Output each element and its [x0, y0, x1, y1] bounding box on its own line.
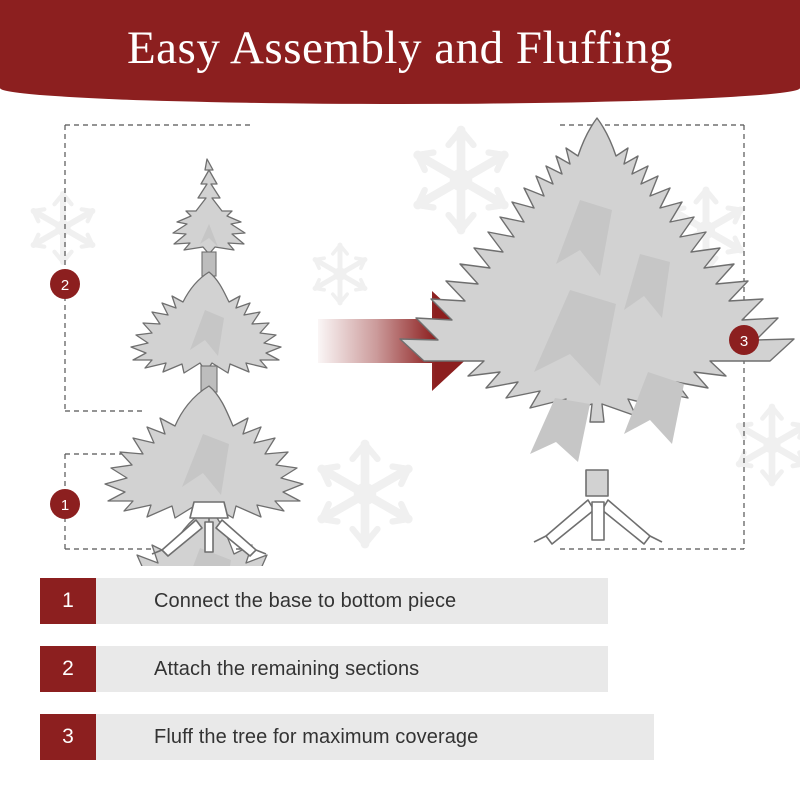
svg-text:2: 2	[60, 277, 70, 294]
legend-item-3	[40, 714, 760, 760]
legend-text-1: Connect the base to bottom piece	[96, 578, 608, 624]
legend-number-1: 1	[40, 578, 96, 624]
marker-1	[50, 489, 80, 519]
assembly-diagram	[0, 104, 800, 566]
svg-text:1: 1	[60, 497, 70, 514]
page-title: Easy Assembly and Fluffing	[126, 21, 674, 74]
legend-text-3: Fluff the tree for maximum coverage	[96, 714, 654, 760]
legend-item-1	[40, 578, 760, 624]
legend-number-2: 2	[40, 646, 96, 692]
steps-legend	[40, 578, 760, 782]
svg-text:3: 3	[739, 333, 749, 350]
marker-2	[50, 269, 80, 299]
legend-number-3: 3	[40, 714, 96, 760]
legend-text-2: Attach the remaining sections	[96, 646, 608, 692]
header-banner	[0, 0, 800, 104]
tree-stand-right	[534, 470, 662, 544]
marker-3	[729, 325, 759, 355]
disassembled-christmas-tree-sections	[89, 159, 315, 566]
legend-item-2	[40, 646, 760, 692]
